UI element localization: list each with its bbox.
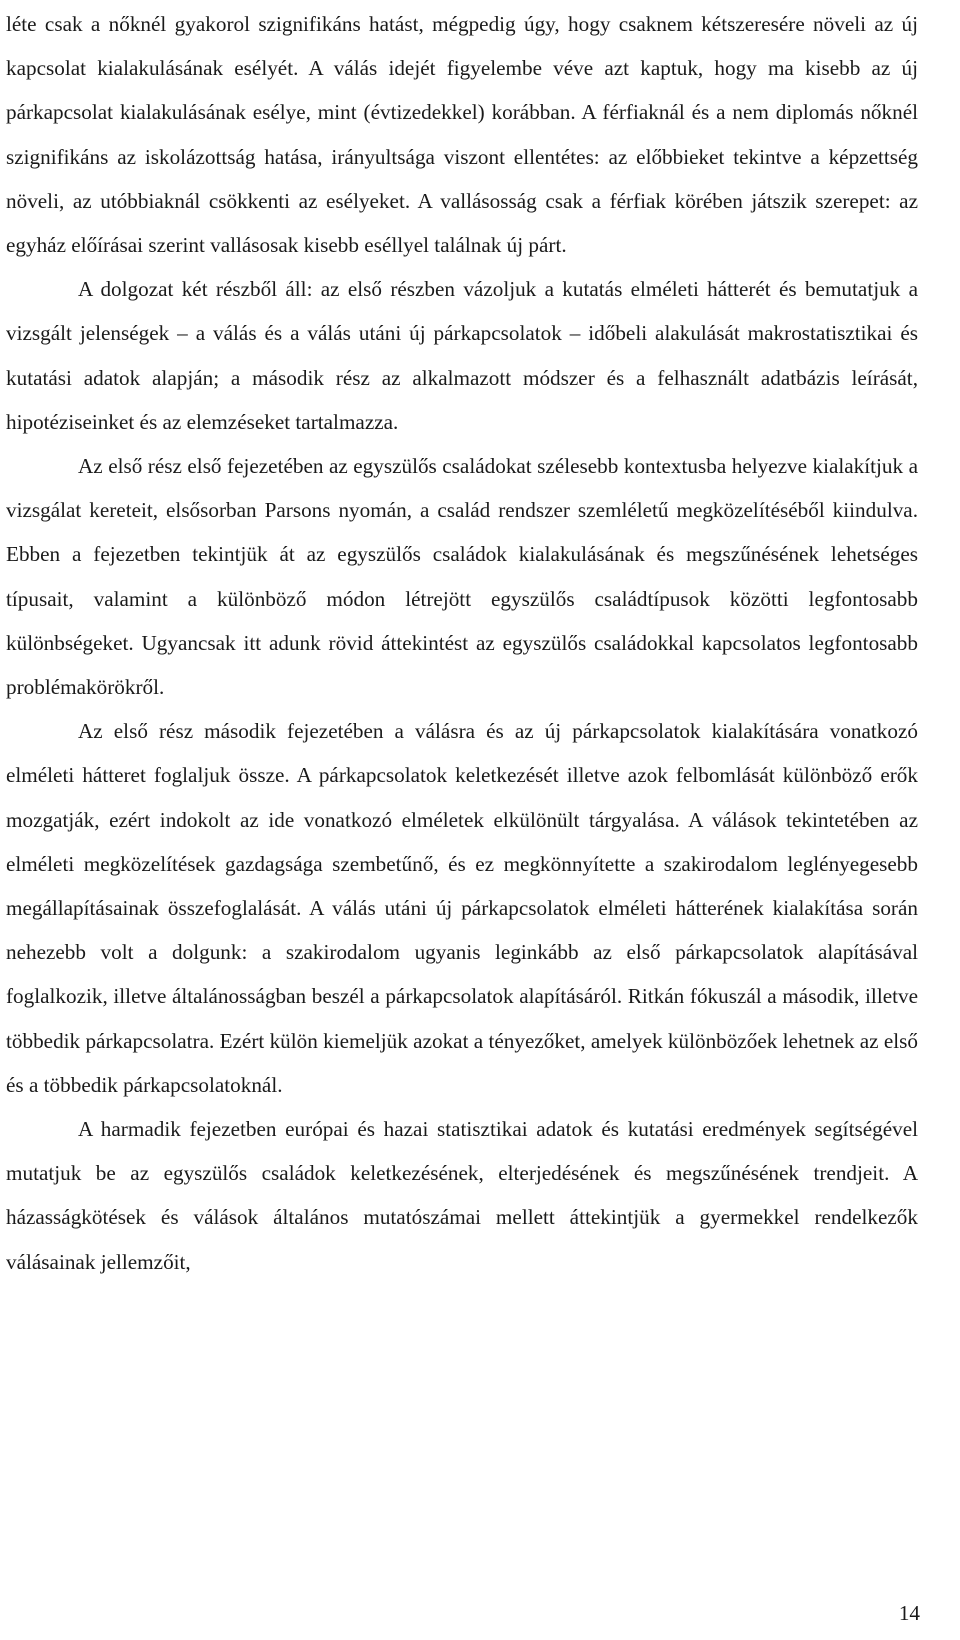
- paragraph-1: léte csak a nőknél gyakorol szignifikáns hatást, mégpedig úgy, hogy csaknem kétszeresére növeli az új kapcsolat kialakulásának esélyét. A válás idejét figyelembe véve azt kaptuk, hogy ma kisebb az új párkapcsolat kialakulásának esélye, mint (évtizedekkel) korábban. A férfiaknál és a nem diplomás nőknél szignifikáns az iskolázottság hatása, irányultsága viszont ellentétes: az előbbieket tekintve a képzettség növeli, az utóbbiaknál csökkenti az esélyeket. A vallásosság csak a férfiak körében játszik szerepet: az egyház előírásai szerint vallásosak kisebb eséllyel találnak új párt.: [6, 12, 918, 258]
- document-page: [6, 2, 918, 1284]
- paragraph-4: Az első rész második fejezetében a válásra és az új párkapcsolatok kialakítására vonatkozó elméleti hátteret foglaljuk össze. A párkapcsolatok keletkezését illetve azok felbomlását különböző erők mozgatják, ezért indokolt az ide vonatkozó elméletek elkülönült tárgyalása. A válások tekintetében az elméleti megközelítések gazdagsága szembetűnő, és ez megkönnyítette a szakirodalom leglényegesebb megállapításainak összefoglalását. A válás utáni új párkapcsolatok elméleti hátterének kialakítása során nehezebb volt a dolgunk: a szakirodalom ugyanis leginkább az első párkapcsolatok alapításával foglalkozik, illetve általánosságban beszél a párkapcsolatok alapításáról. Ritkán fókuszál a második, illetve többedik párkapcsolatra. Ezért külön kiemeljük azokat a tényezőket, amelyek különbözőek lehetnek az első és a többedik párkapcsolatoknál.: [6, 719, 918, 1097]
- page-number: 14: [898, 1601, 920, 1625]
- paragraph-2: A dolgozat két részből áll: az első részben vázoljuk a kutatás elméleti hátterét és bemutatjuk a vizsgált jelenségek – a válás és a válás utáni új párkapcsolatok – időbeli alakulását makrostatisztikai és kutatási adatok alapján; a második rész az alkalmazott módszer és a felhasznált adatbázis leírását, hipotéziseinket és az elemzéseket tartalmazza.: [6, 277, 918, 434]
- paragraph-5: A harmadik fejezetben európai és hazai statisztikai adatok és kutatási eredmények segítségével mutatjuk be az egyszülős családok keletkezésének, elterjedésének és megszűnésének trendjeit. A házasságkötések és válások általános mutatószámai mellett áttekintjük a gyermekkel rendelkezők válásainak jellemzőit,: [6, 1117, 918, 1274]
- paragraph-3: Az első rész első fejezetében az egyszülős családokat szélesebb kontextusba helyezve kialakítjuk a vizsgálat kereteit, elsősorban Parsons nyomán, a család rendszer szemléletű megközelítéséből kiindulva. Ebben a fejezetben tekintjük át az egyszülős családok kialakulásának és megszűnésének lehetséges típusait, valamint a különböző módon létrejött egyszülős családtípusok közötti legfontosabb különbségeket. Ugyancsak itt adunk rövid áttekintést az egyszülős családokkal kapcsolatos legfontosabb problémakörökről.: [6, 454, 918, 700]
